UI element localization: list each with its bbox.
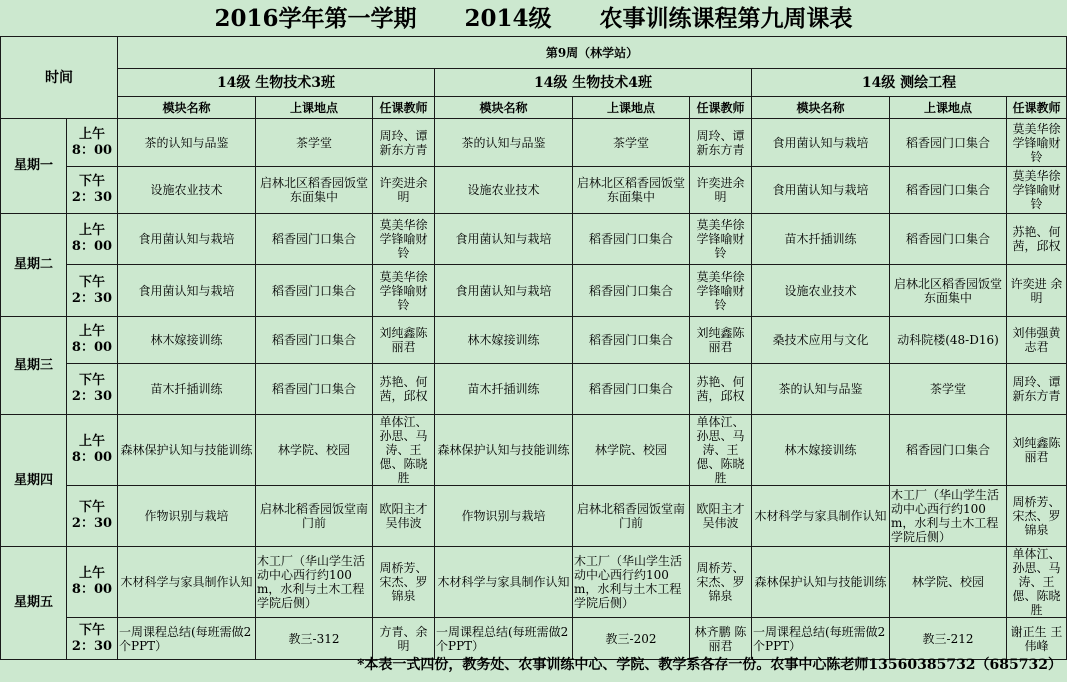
week-header: 第9周（林学站） xyxy=(118,37,1067,69)
time-slot-label xyxy=(67,415,118,486)
location-cell: 稻香园门口集合 xyxy=(573,317,690,364)
time-header: 时间 xyxy=(1,37,118,119)
location-cell: 稻香园门口集合 xyxy=(890,167,1007,214)
column-header: 模块名称 xyxy=(118,97,256,119)
location-cell: 启林北区稻香园饭堂东面集中 xyxy=(890,265,1007,317)
location-cell: 茶学堂 xyxy=(573,119,690,167)
teacher-cell: 周桥芳、宋杰、罗锦泉 xyxy=(1007,486,1067,547)
teacher-cell: 苏艳、何茜，邱权 xyxy=(690,364,752,415)
day-label: 星期二 xyxy=(1,214,67,317)
teacher-cell: 单体江、孙思、马涛、王偲、陈晓胜 xyxy=(1007,547,1067,618)
location-cell: 木工厂（华山学生活动中心西行约100m，水利与土木工程学院后侧） xyxy=(573,547,690,618)
module-name-cell: 茶的认知与品鉴 xyxy=(435,119,573,167)
teacher-cell: 周玲、谭新东方青 xyxy=(1007,364,1067,415)
location-cell: 稻香园门口集合 xyxy=(573,214,690,265)
time-slot-text: 上午 xyxy=(78,434,105,449)
time-slot-text: 8：00 xyxy=(71,582,113,597)
schedule-row xyxy=(1,265,1067,317)
schedule-row xyxy=(1,214,1067,265)
teacher-cell: 许奕进余明 xyxy=(373,167,435,214)
module-name-cell: 木材科学与家具制作认知 xyxy=(118,547,256,618)
module-name-cell: 作物识别与栽培 xyxy=(118,486,256,547)
time-slot-text: 下午 xyxy=(78,500,105,515)
teacher-cell: 许奕进 余明 xyxy=(1007,265,1067,317)
schedule-row xyxy=(1,119,1067,167)
teacher-cell: 欧阳主才吴伟波 xyxy=(373,486,435,547)
time-slot-text: 8：00 xyxy=(71,450,113,465)
teacher-cell: 单体江、孙思、马涛、王偲、陈晓胜 xyxy=(373,415,435,486)
location-cell: 稻香园门口集合 xyxy=(256,265,373,317)
time-slot-text: 下午 xyxy=(78,622,105,638)
column-header: 任课教师 xyxy=(1007,97,1067,119)
time-slot-text: 下午 xyxy=(78,174,105,189)
location-cell: 木工厂（华山学生活动中心西行约100m，水利与土木工程学院后侧） xyxy=(890,486,1007,547)
module-name-cell: 木材科学与家具制作认知 xyxy=(752,486,890,547)
teacher-cell: 苏艳、何茜，邱权 xyxy=(1007,214,1067,265)
schedule-table xyxy=(0,36,1067,660)
time-slot-label xyxy=(67,547,118,618)
location-cell: 教三-212 xyxy=(890,618,1007,660)
day-label: 星期五 xyxy=(1,547,67,660)
time-slot-text: 2：30 xyxy=(71,516,113,531)
teacher-cell: 莫美华徐学锋喻财铃 xyxy=(1007,119,1067,167)
time-slot-label xyxy=(67,364,118,415)
class-group-header: 14级 生物技术4班 xyxy=(435,69,752,97)
teacher-cell: 刘纯鑫陈丽君 xyxy=(690,317,752,364)
location-cell: 林学院、校园 xyxy=(890,547,1007,618)
schedule-row xyxy=(1,317,1067,364)
time-slot-text: 上午 xyxy=(78,324,105,339)
time-slot-text: 上午 xyxy=(78,566,105,581)
teacher-cell: 莫美华徐学锋喻财铃 xyxy=(1007,167,1067,214)
location-cell: 茶学堂 xyxy=(256,119,373,167)
location-cell: 启林北区稻香园饭堂东面集中 xyxy=(256,167,373,214)
module-name-cell: 茶的认知与品鉴 xyxy=(752,364,890,415)
module-name-cell: 桑技术应用与文化 xyxy=(752,317,890,364)
time-slot-text: 2：30 xyxy=(71,638,113,654)
time-slot-text: 8：00 xyxy=(71,239,113,254)
class-group-header: 14级 生物技术3班 xyxy=(118,69,435,97)
module-name-cell: 食用菌认知与栽培 xyxy=(435,214,573,265)
module-name-cell: 森林保护认知与技能训练 xyxy=(752,547,890,618)
teacher-cell: 方青、余明 xyxy=(373,618,435,660)
page-title: 2016学年第一学期 2014级 农事训练课程第九周课表 xyxy=(214,5,853,32)
time-slot-text: 上午 xyxy=(78,223,105,238)
module-name-cell: 设施农业技术 xyxy=(752,265,890,317)
module-name-cell: 食用菌认知与栽培 xyxy=(118,214,256,265)
location-cell: 茶学堂 xyxy=(890,364,1007,415)
location-cell: 动科院楼(48-D16) xyxy=(890,317,1007,364)
time-slot-text: 8：00 xyxy=(71,142,113,158)
module-name-cell: 森林保护认知与技能训练 xyxy=(435,415,573,486)
time-slot-label xyxy=(67,167,118,214)
module-name-cell: 森林保护认知与技能训练 xyxy=(118,415,256,486)
time-slot-text: 下午 xyxy=(78,274,105,290)
teacher-cell: 莫美华徐学锋喻财铃 xyxy=(690,265,752,317)
location-cell: 稻香园门口集合 xyxy=(256,317,373,364)
teacher-cell: 刘伟强黄志君 xyxy=(1007,317,1067,364)
location-cell: 教三-312 xyxy=(256,618,373,660)
time-slot-label xyxy=(67,486,118,547)
teacher-cell: 苏艳、何茜，邱权 xyxy=(373,364,435,415)
module-name-cell: 林木嫁接训练 xyxy=(752,415,890,486)
teacher-cell: 周桥芳、宋杰、罗锦泉 xyxy=(690,547,752,618)
location-cell: 林学院、校园 xyxy=(573,415,690,486)
schedule-row xyxy=(1,547,1067,618)
module-name-cell: 苗木扦插训练 xyxy=(435,364,573,415)
location-cell: 稻香园门口集合 xyxy=(890,119,1007,167)
module-name-cell: 食用菌认知与栽培 xyxy=(435,265,573,317)
teacher-cell: 林齐鹏 陈丽君 xyxy=(690,618,752,660)
time-slot-text: 2：30 xyxy=(71,389,113,404)
schedule-row xyxy=(1,167,1067,214)
time-slot-label xyxy=(67,214,118,265)
teacher-cell: 刘纯鑫陈丽君 xyxy=(1007,415,1067,486)
footer-note: *本表一式四份，教务处、农事训练中心、学院、教学系各存一份。农事中心陈老师13560385732（685732） xyxy=(357,657,1062,673)
column-header: 上课地点 xyxy=(890,97,1007,119)
module-name-cell: 设施农业技术 xyxy=(435,167,573,214)
time-slot-text: 2：30 xyxy=(71,290,113,306)
day-label: 星期一 xyxy=(1,119,67,214)
time-slot-text: 2：30 xyxy=(71,190,113,205)
day-label: 星期三 xyxy=(1,317,67,415)
teacher-cell: 莫美华徐学锋喻财铃 xyxy=(373,265,435,317)
location-cell: 启林北稻香园饭堂南门前 xyxy=(573,486,690,547)
time-slot-label xyxy=(67,119,118,167)
module-name-cell: 林木嫁接训练 xyxy=(118,317,256,364)
location-cell: 木工厂（华山学生活动中心西行约100m，水利与土木工程学院后侧） xyxy=(256,547,373,618)
module-name-cell: 食用菌认知与栽培 xyxy=(118,265,256,317)
module-name-cell: 作物识别与栽培 xyxy=(435,486,573,547)
column-header: 上课地点 xyxy=(573,97,690,119)
teacher-cell: 许奕进余明 xyxy=(690,167,752,214)
module-name-cell: 一周课程总结(每班需做2个PPT） xyxy=(752,618,890,660)
location-cell: 稻香园门口集合 xyxy=(573,265,690,317)
module-name-cell: 茶的认知与品鉴 xyxy=(118,119,256,167)
column-header: 模块名称 xyxy=(435,97,573,119)
location-cell: 教三-202 xyxy=(573,618,690,660)
time-slot-text: 8：00 xyxy=(71,340,113,355)
column-header: 任课教师 xyxy=(373,97,435,119)
day-label: 星期四 xyxy=(1,415,67,547)
location-cell: 稻香园门口集合 xyxy=(256,364,373,415)
location-cell: 启林北稻香园饭堂南门前 xyxy=(256,486,373,547)
module-name-cell: 木材科学与家具制作认知 xyxy=(435,547,573,618)
module-name-cell: 林木嫁接训练 xyxy=(435,317,573,364)
module-name-cell: 食用菌认知与栽培 xyxy=(752,167,890,214)
module-name-cell: 一周课程总结(每班需做2个PPT） xyxy=(118,618,256,660)
column-header: 任课教师 xyxy=(690,97,752,119)
location-cell: 启林北区稻香园饭堂东面集中 xyxy=(573,167,690,214)
location-cell: 稻香园门口集合 xyxy=(890,214,1007,265)
schedule-row xyxy=(1,486,1067,547)
schedule-row xyxy=(1,364,1067,415)
teacher-cell: 周玲、谭新东方青 xyxy=(373,119,435,167)
schedule-row xyxy=(1,415,1067,486)
teacher-cell: 刘纯鑫陈丽君 xyxy=(373,317,435,364)
location-cell: 稻香园门口集合 xyxy=(256,214,373,265)
time-slot-label xyxy=(67,265,118,317)
teacher-cell: 莫美华徐学锋喻财铃 xyxy=(373,214,435,265)
location-cell: 稻香园门口集合 xyxy=(573,364,690,415)
teacher-cell: 周玲、谭新东方青 xyxy=(690,119,752,167)
time-slot-text: 下午 xyxy=(78,373,105,388)
module-name-cell: 食用菌认知与栽培 xyxy=(752,119,890,167)
teacher-cell: 谢正生 王伟峰 xyxy=(1007,618,1067,660)
column-header: 上课地点 xyxy=(256,97,373,119)
module-name-cell: 苗木扦插训练 xyxy=(752,214,890,265)
module-name-cell: 苗木扦插训练 xyxy=(118,364,256,415)
teacher-cell: 欧阳主才吴伟波 xyxy=(690,486,752,547)
location-cell: 稻香园门口集合 xyxy=(890,415,1007,486)
teacher-cell: 莫美华徐学锋喻财铃 xyxy=(690,214,752,265)
time-slot-label xyxy=(67,317,118,364)
module-name-cell: 一周课程总结(每班需做2个PPT） xyxy=(435,618,573,660)
time-slot-text: 上午 xyxy=(78,126,105,142)
teacher-cell: 单体江、孙思、马涛、王偲、陈晓胜 xyxy=(690,415,752,486)
module-name-cell: 设施农业技术 xyxy=(118,167,256,214)
column-header: 模块名称 xyxy=(752,97,890,119)
teacher-cell: 周桥芳、宋杰、罗锦泉 xyxy=(373,547,435,618)
class-group-header: 14级 测绘工程 xyxy=(752,69,1067,97)
location-cell: 林学院、校园 xyxy=(256,415,373,486)
